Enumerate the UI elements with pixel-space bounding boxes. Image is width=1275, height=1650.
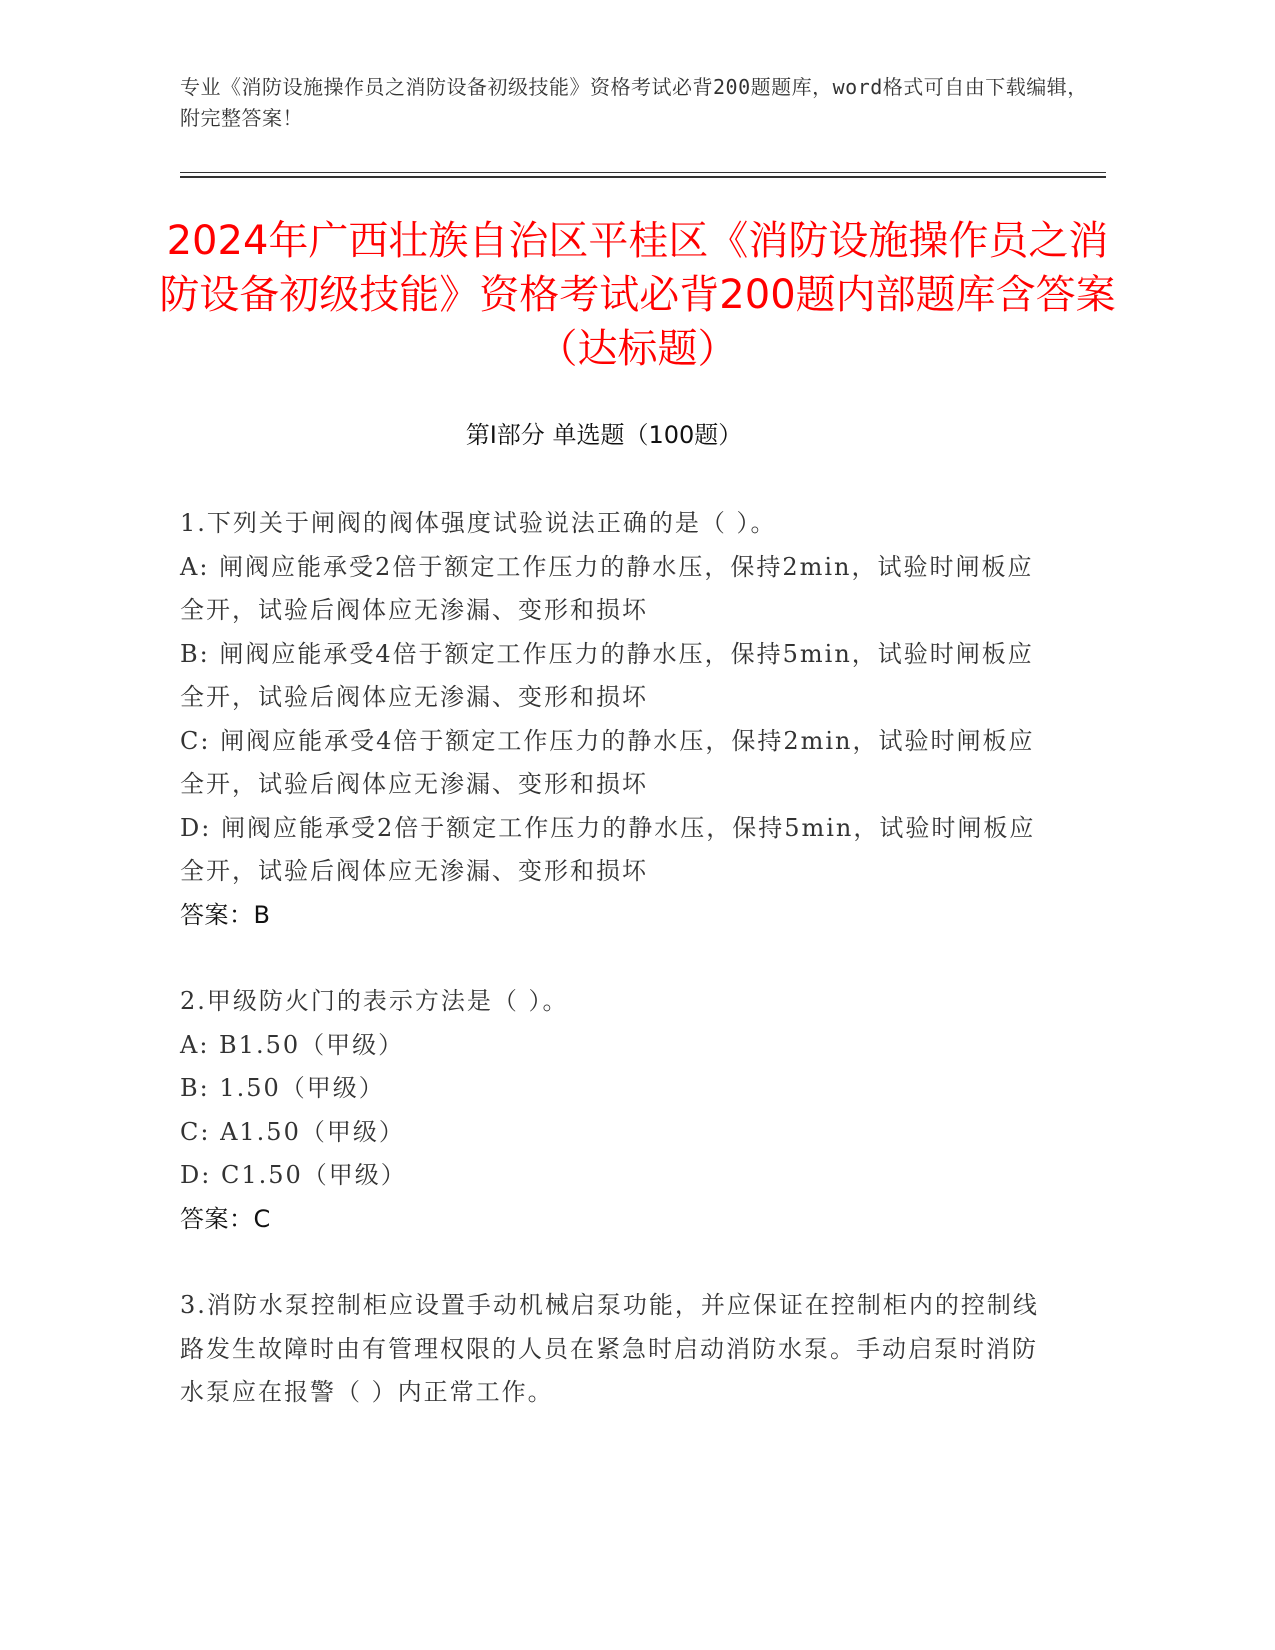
question-stem: 3.消防水泵控制柜应设置手动机械启泵功能，并应保证在控制柜内的控制线路发生故障时由有管理权限的人员在紧急时启动消防水泵。手动启泵时消防水泵应在报警（ ）内正常工作。 <box>180 1291 1039 1406</box>
question-1 <box>180 502 1040 937</box>
option-d: D: 闸阀应能承受2倍于额定工作压力的静水压，保持5min，试验时闸板应全开，试验后阀体应无渗漏、变形和损坏 <box>180 813 1036 885</box>
question-stem: 1.下列关于闸阀的阀体强度试验说法正确的是（ ）。 <box>180 509 777 537</box>
question-spacer <box>180 1241 1040 1284</box>
question-stem: 2.甲级防火门的表示方法是（ ）。 <box>180 987 569 1015</box>
option-a: A: 闸阀应能承受2倍于额定工作压力的静水压，保持2min，试验时闸板应全开，试验后阀体应无渗漏、变形和损坏 <box>180 552 1034 624</box>
question-3 <box>180 1284 1040 1415</box>
option-b: B: 1.50（甲级） <box>180 1074 385 1102</box>
answer-line: 答案：B <box>180 900 271 929</box>
header-divider-thin <box>180 172 1106 173</box>
option-c: C: 闸阀应能承受4倍于额定工作压力的静水压，保持2min，试验时闸板应全开，试验后阀体应无渗漏、变形和损坏 <box>180 726 1035 798</box>
question-spacer <box>180 937 1040 980</box>
option-d: D: C1.50（甲级） <box>180 1161 407 1189</box>
header-divider-thick <box>180 176 1106 178</box>
option-b: B: 闸阀应能承受4倍于额定工作压力的静水压，保持5min，试验时闸板应全开，试验后阀体应无渗漏、变形和损坏 <box>180 639 1034 711</box>
question-2 <box>180 980 1040 1241</box>
option-c: C: A1.50（甲级） <box>180 1117 405 1146</box>
document-title: 2024年广西壮族自治区平桂区《消防设施操作员之消防设备初级技能》资格考试必背200题内部题库含答案（达标题） <box>159 218 1116 372</box>
answer-line: 答案：C <box>180 1204 271 1233</box>
header-note: 专业《消防设施操作员之消防设备初级技能》资格考试必背200题题库，word格式可自由下载编辑，附完整答案！ <box>180 75 1088 130</box>
option-a: A: B1.50（甲级） <box>180 1030 405 1059</box>
question-list <box>180 502 1040 1415</box>
section-heading: 第Ⅰ部分 单选题（100题） <box>465 421 743 449</box>
